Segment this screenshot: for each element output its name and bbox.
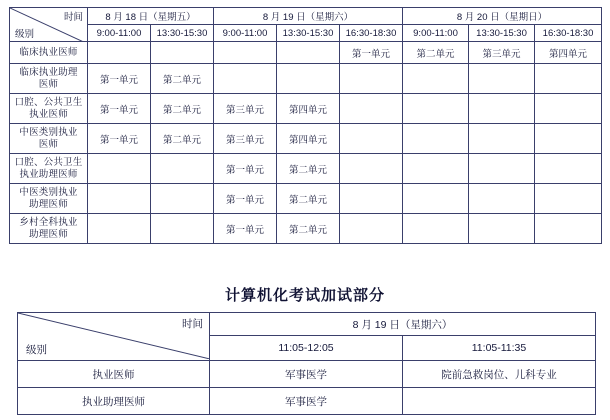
cell-6-3: 第二单元 xyxy=(277,214,340,244)
row-label-text: 临床执业助理 医师 xyxy=(19,66,78,90)
row-label-6 xyxy=(10,214,88,244)
time-header-0: 9:00-11:00 xyxy=(88,25,151,42)
cell-4-5 xyxy=(403,154,469,184)
cell-3-3: 第四单元 xyxy=(277,124,340,154)
corner-time-label: 时间 xyxy=(63,12,83,23)
extra-cell-1-0: 军事医学 xyxy=(210,388,403,415)
time-header-4: 16:30-18:30 xyxy=(340,25,403,42)
cell-5-1 xyxy=(151,184,214,214)
row-label-2 xyxy=(10,94,88,124)
extra-row-label-0: 执业医师 xyxy=(18,361,210,388)
cell-4-6 xyxy=(469,154,535,184)
cell-1-1: 第二单元 xyxy=(151,64,214,94)
row-label-1 xyxy=(10,64,88,94)
cell-1-6 xyxy=(469,64,535,94)
date-header-aug20: 8 月 20 日（星期日） xyxy=(403,8,602,25)
corner-header-cell xyxy=(10,8,88,42)
extra-date-header: 8 月 19 日（星期六） xyxy=(210,313,596,336)
cell-0-0 xyxy=(88,42,151,64)
row-label-text: 中医类别执业 医师 xyxy=(19,126,78,150)
table-row xyxy=(18,388,596,415)
table-row xyxy=(10,154,602,184)
cell-2-3: 第四单元 xyxy=(277,94,340,124)
cell-5-0 xyxy=(88,184,151,214)
row-label-text: 乡村全科执业 助理医师 xyxy=(19,216,78,240)
extra-time-header-0: 11:05-12:05 xyxy=(210,336,403,361)
cell-0-6: 第三单元 xyxy=(469,42,535,64)
cell-3-5 xyxy=(403,124,469,154)
extra-header-row-date xyxy=(18,313,596,336)
row-label-0 xyxy=(10,42,88,64)
cell-6-5 xyxy=(403,214,469,244)
cell-0-5: 第二单元 xyxy=(403,42,469,64)
corner-level-label: 级别 xyxy=(15,29,35,40)
cell-4-1 xyxy=(151,154,214,184)
table-row xyxy=(10,214,602,244)
cell-6-2: 第一单元 xyxy=(214,214,277,244)
cell-2-6 xyxy=(469,94,535,124)
cell-4-0 xyxy=(88,154,151,184)
computer-exam-table xyxy=(17,312,596,415)
cell-0-1 xyxy=(151,42,214,64)
table-row xyxy=(18,361,596,388)
cell-6-0 xyxy=(88,214,151,244)
cell-3-7 xyxy=(535,124,602,154)
row-label-text: 口腔、公共卫生 执业医师 xyxy=(14,96,83,120)
table-row xyxy=(10,124,602,154)
extra-corner-level-label: 级别 xyxy=(26,344,47,356)
extra-corner-time-label: 时间 xyxy=(182,318,203,330)
cell-0-7: 第四单元 xyxy=(535,42,602,64)
extra-cell-0-0: 军事医学 xyxy=(210,361,403,388)
cell-1-3 xyxy=(277,64,340,94)
cell-1-2 xyxy=(214,64,277,94)
row-label-text: 口腔、公共卫生 执业助理医师 xyxy=(14,156,83,180)
cell-3-0: 第一单元 xyxy=(88,124,151,154)
cell-6-7 xyxy=(535,214,602,244)
extra-row-label-1: 执业助理医师 xyxy=(18,388,210,415)
cell-0-2 xyxy=(214,42,277,64)
cell-0-3 xyxy=(277,42,340,64)
cell-2-1: 第二单元 xyxy=(151,94,214,124)
time-header-2: 9:00-11:00 xyxy=(214,25,277,42)
cell-4-2: 第一单元 xyxy=(214,154,277,184)
cell-4-3: 第二单元 xyxy=(277,154,340,184)
section-title: 计算机化考试加试部分 xyxy=(224,288,385,304)
cell-6-6 xyxy=(469,214,535,244)
cell-1-4 xyxy=(340,64,403,94)
cell-2-5 xyxy=(403,94,469,124)
table-row xyxy=(10,64,602,94)
cell-5-5 xyxy=(403,184,469,214)
time-header-5: 9:00-11:00 xyxy=(403,25,469,42)
table-row xyxy=(10,42,602,64)
table-header-row-dates xyxy=(10,8,602,25)
cell-4-7 xyxy=(535,154,602,184)
time-header-6: 13:30-15:30 xyxy=(469,25,535,42)
cell-0-4: 第一单元 xyxy=(340,42,403,64)
exam-schedule-table xyxy=(9,7,602,244)
cell-5-3: 第二单元 xyxy=(277,184,340,214)
date-header-aug19: 8 月 19 日（星期六） xyxy=(214,8,403,25)
cell-2-4 xyxy=(340,94,403,124)
cell-4-4 xyxy=(340,154,403,184)
time-header-3: 13:30-15:30 xyxy=(277,25,340,42)
cell-5-2: 第一单元 xyxy=(214,184,277,214)
cell-3-1: 第二单元 xyxy=(151,124,214,154)
cell-1-5 xyxy=(403,64,469,94)
row-label-text: 中医类别执业 助理医师 xyxy=(19,186,78,210)
extra-cell-0-1: 院前急救岗位、儿科专业 xyxy=(403,361,596,388)
cell-3-6 xyxy=(469,124,535,154)
cell-5-7 xyxy=(535,184,602,214)
row-label-4 xyxy=(10,154,88,184)
extra-time-header-1: 11:05-11:35 xyxy=(403,336,596,361)
table-row xyxy=(10,184,602,214)
cell-2-7 xyxy=(535,94,602,124)
row-label-3 xyxy=(10,124,88,154)
cell-6-1 xyxy=(151,214,214,244)
cell-2-0: 第一单元 xyxy=(88,94,151,124)
table-row xyxy=(10,94,602,124)
time-header-1: 13:30-15:30 xyxy=(151,25,214,42)
cell-5-4 xyxy=(340,184,403,214)
date-header-aug18: 8 月 18 日（星期五） xyxy=(88,8,214,25)
cell-6-4 xyxy=(340,214,403,244)
cell-3-2: 第三单元 xyxy=(214,124,277,154)
row-label-text: 临床执业医师 xyxy=(19,46,78,58)
cell-2-2: 第三单元 xyxy=(214,94,277,124)
cell-1-0: 第一单元 xyxy=(88,64,151,94)
cell-1-7 xyxy=(535,64,602,94)
row-label-5 xyxy=(10,184,88,214)
cell-5-6 xyxy=(469,184,535,214)
time-header-7: 16:30-18:30 xyxy=(535,25,602,42)
extra-corner-header-cell xyxy=(18,313,210,361)
table-header-row-times xyxy=(10,25,602,42)
extra-cell-1-1 xyxy=(403,388,596,415)
cell-3-4 xyxy=(340,124,403,154)
